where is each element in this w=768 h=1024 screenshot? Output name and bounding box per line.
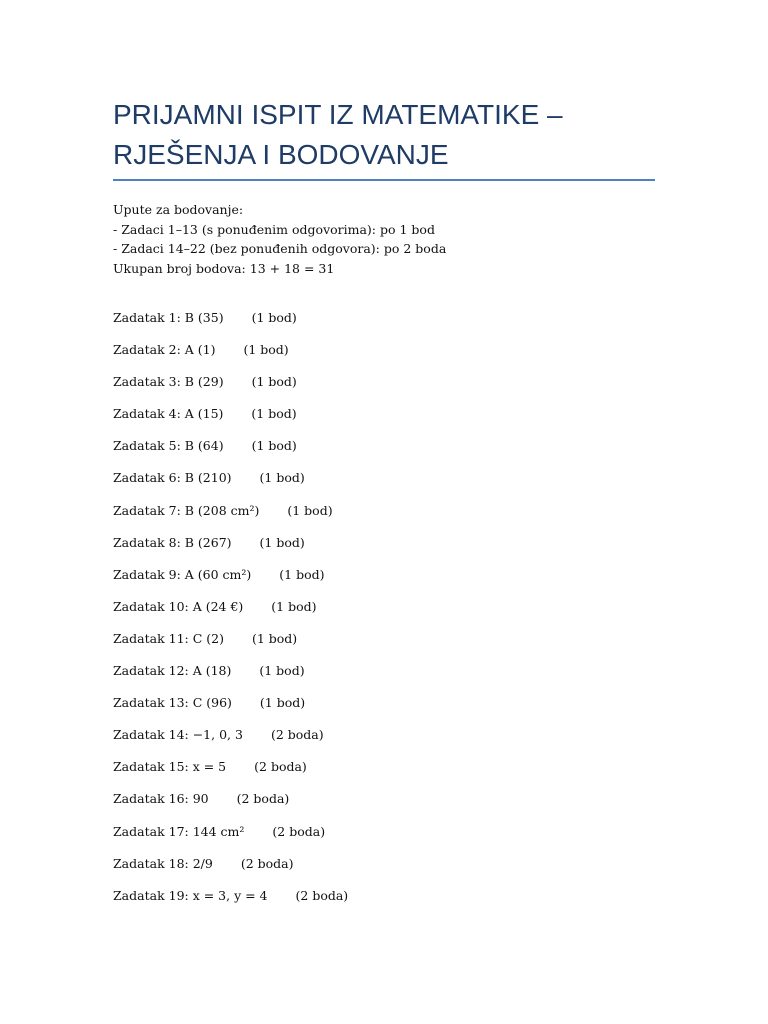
answer-text: Zadatak 15: x = 5 bbox=[113, 759, 227, 775]
answer-row-15 bbox=[113, 757, 673, 789]
answer-row-16 bbox=[113, 789, 673, 821]
answer-points: (1 bod) bbox=[287, 502, 333, 518]
answer-text: Zadatak 19: x = 3, y = 4 bbox=[113, 887, 268, 903]
answer-row-5 bbox=[113, 436, 673, 468]
answer-text: Zadatak 18: 2/9 bbox=[113, 855, 213, 871]
answer-text: Zadatak 13: C (96) bbox=[113, 695, 232, 711]
answer-text: Zadatak 17: 144 cm² bbox=[113, 823, 245, 839]
instructions-total-points: Ukupan broj bodova: 13 + 18 = 31 bbox=[113, 260, 335, 276]
answer-text: Zadatak 9: A (60 cm²) bbox=[113, 566, 252, 582]
instructions-heading: Upute za bodovanje: bbox=[113, 202, 244, 217]
answer-row-6 bbox=[113, 468, 673, 500]
answer-points: (1 bod) bbox=[251, 374, 297, 390]
title-underline-divider bbox=[113, 179, 655, 181]
answer-row-18 bbox=[113, 854, 673, 886]
answer-row-3 bbox=[113, 372, 673, 404]
answer-text: Zadatak 8: B (267) bbox=[113, 534, 232, 550]
answer-text: Zadatak 11: C (2) bbox=[113, 630, 224, 646]
answer-text: Zadatak 1: B (35) bbox=[113, 310, 224, 325]
answer-points: (1 bod) bbox=[251, 310, 297, 325]
answer-text: Zadatak 12: A (18) bbox=[113, 663, 232, 679]
answer-points: (1 bod) bbox=[271, 598, 317, 614]
answer-points: (2 boda) bbox=[254, 759, 307, 775]
answer-points: (1 bod) bbox=[251, 438, 297, 454]
answer-text: Zadatak 3: B (29) bbox=[113, 374, 224, 390]
answer-points: (1 bod) bbox=[251, 406, 297, 422]
answer-points: (2 boda) bbox=[295, 887, 349, 903]
instructions-line-multiple-choice: - Zadaci 1–13 (s ponuđenim odgovorima): po 1 bod bbox=[113, 221, 435, 237]
answer-row-10 bbox=[113, 597, 673, 629]
answer-points: (1 bod) bbox=[259, 470, 305, 486]
answer-points: (2 boda) bbox=[240, 855, 294, 871]
answer-list bbox=[113, 308, 673, 918]
answer-row-11 bbox=[113, 629, 673, 661]
answer-points: (1 bod) bbox=[259, 695, 306, 711]
answer-text: Zadatak 5: B (64) bbox=[113, 438, 224, 454]
answer-text: Zadatak 2: A (1) bbox=[113, 342, 216, 358]
answer-row-17 bbox=[113, 822, 673, 854]
answer-points: (2 boda) bbox=[272, 823, 326, 839]
answer-text: Zadatak 6: B (210) bbox=[113, 470, 232, 486]
answer-text: Zadatak 10: A (24 €) bbox=[113, 598, 244, 614]
scoring-instructions bbox=[113, 200, 673, 278]
instructions-line-open-answer: - Zadaci 14–22 (bez ponuđenih odgovora): po 2 boda bbox=[113, 241, 447, 256]
answer-points: (1 bod) bbox=[243, 342, 289, 358]
answer-row-7 bbox=[113, 501, 673, 533]
answer-points: (2 boda) bbox=[236, 791, 290, 807]
answer-row-12 bbox=[113, 661, 673, 693]
answer-text: Zadatak 16: 90 bbox=[113, 791, 209, 807]
answer-row-14 bbox=[113, 725, 673, 757]
answer-row-1 bbox=[113, 308, 673, 340]
answer-text: Zadatak 7: B (208 cm²) bbox=[113, 502, 260, 518]
answer-points: (1 bod) bbox=[251, 630, 298, 646]
answer-row-4 bbox=[113, 404, 673, 436]
answer-points: (2 boda) bbox=[270, 727, 324, 743]
answer-row-19 bbox=[113, 886, 673, 918]
answer-row-9 bbox=[113, 565, 673, 597]
answer-text: Zadatak 4: A (15) bbox=[113, 406, 224, 422]
answer-row-8 bbox=[113, 533, 673, 565]
answer-text: Zadatak 14: −1, 0, 3 bbox=[113, 727, 243, 743]
answer-points: (1 bod) bbox=[259, 534, 305, 550]
answer-points: (1 bod) bbox=[279, 566, 325, 582]
answer-row-13 bbox=[113, 693, 673, 725]
answer-points: (1 bod) bbox=[259, 663, 305, 679]
answer-row-2 bbox=[113, 340, 673, 372]
page-title: PRIJAMNI ISPIT IZ MATEMATIKE – RJEŠENJA I BODOVANJE bbox=[113, 99, 563, 170]
